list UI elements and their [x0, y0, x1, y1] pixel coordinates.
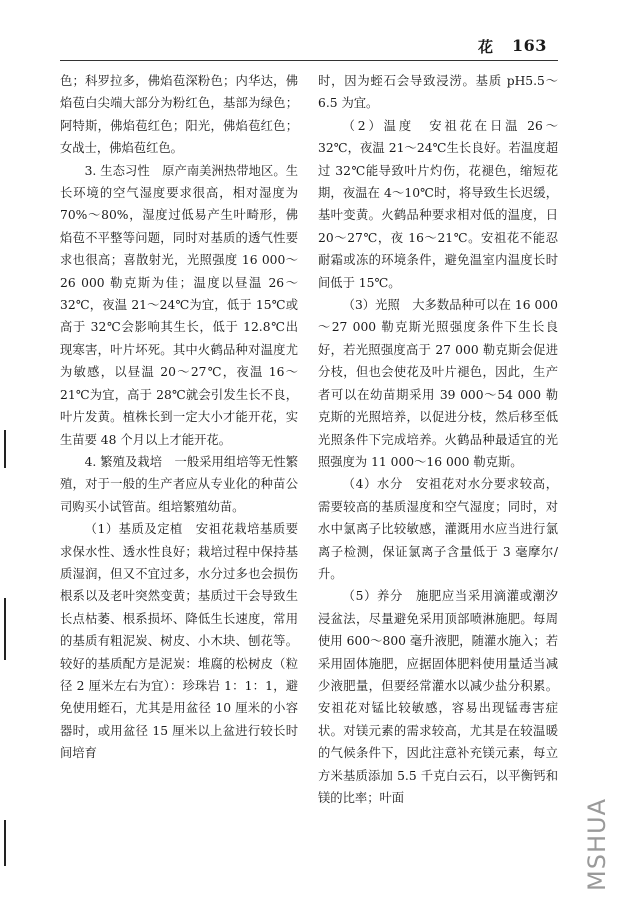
header-rule [60, 60, 558, 61]
page-number: 163 [512, 36, 547, 55]
page-header [0, 30, 617, 60]
paragraph: 时，因为蛭石会导致浸涝。基质 pH5.5～6.5 为宜。 [318, 74, 558, 111]
paragraph: 3. 生态习性 原产南美洲热带地区。生长环境的空气湿度要求很高，相对湿度为 70%～80%，湿度过低易产生叶畸形，佛焰苞不平整等问题，同时对基质的透气性要求也很高；喜散射光，光照强度 16 000～26 000 勒克斯为佳；温度以昼温 26～32℃，夜温 21～24℃为宜，低于 15℃或高于 32℃会影响其生长，低于 12.8℃出现寒害，叶片坏死。其中火鹤品种对温度尤为敏感，以昼温 20～27℃，夜温 16～21℃为宜，高于 28℃就会引发生长不良，叶片发黄。植株长到一定大小才能开花，实生苗要 48 个月以上才能开花。 [60, 163, 298, 447]
left-column [60, 70, 298, 765]
scan-margin-mark [4, 820, 6, 866]
scan-margin-mark [4, 598, 6, 660]
paragraph: 4. 繁殖及栽培 一般采用组培等无性繁殖，对于一般的生产者应从专业化的种苗公司购买小试管苗。组培繁殖幼苗。 [60, 454, 298, 514]
paragraph: （3）光照 大多数品种可以在 16 000～27 000 勒克斯光照强度条件下生长良好，若光照强度高于 27 000 勒克斯会促进分枝，但也会使花及叶片褪色，因此，生产者可以在幼苗期采用 39 000～54 000 勒克斯的光照培养，以促进分枝，然后移至低光照条件下完成培养。火鹤品种最适宜的光照强度为 11 000～16 000 勒克斯。 [318, 298, 558, 469]
paragraph: （5）养分 施肥应当采用滴灌或潮汐浸盆法，尽量避免采用顶部喷淋施肥。每周使用 600～800 毫升液肥，随灌水施入；若采用固体施肥，应据固体肥料使用量适当减少液肥量，但要经常灌水以减少盐分积累。安祖花对锰比较敏感，容易出现锰毒害症状。对镁元素的需求较高，尤其是在较温暖的气候条件下，因此注意补充镁元素，每立方米基质添加 5.5 千克白云石，以平衡钙和镁的比率；叶面 [318, 589, 558, 805]
running-title: 花 [478, 38, 494, 56]
paragraph: （4）水分 安祖花对水分要求较高，需要较高的基质湿度和空气湿度；同时，对水中氯离子比较敏感，灌溉用水应当进行氯离子检测，保证氯离子含量低于 3 毫摩尔/升。 [318, 477, 558, 581]
paragraph: （1）基质及定植 安祖花栽培基质要求保水性、透水性良好；栽培过程中保持基质湿润，但又不宜过多，水分过多也会损伤根系以及老叶突然变黄；基质过干会导致生长点枯萎、根系损坏、降低生长速度，常用的基质有粗泥炭、树皮、小木块、刨花等。较好的基质配方是泥炭：堆腐的松树皮（粒径 2 厘米左右为宜）：珍珠岩 1：1：1，避免使用蛭石，尤其是用盆径 10 厘米的小容器时，或用盆径 15 厘米以上盆进行较长时间培育 [60, 522, 298, 761]
watermark: MSHUA [583, 798, 611, 891]
paragraph: （2）温度 安祖花在日温 26～32℃，夜温 21～24℃生长良好。若温度超过 32℃能导致叶片灼伤，花褪色，缩短花期，夜温在 4～10℃时，将导致生长迟缓，基叶变黄。火鹤品种要求相对低的温度，日 20～27℃，夜 16～21℃。安祖花不能忍耐霜或冻的环境条件，避免温室内温度长时间低于 15℃。 [318, 118, 558, 290]
right-column [318, 70, 558, 809]
paragraph: 色；科罗拉多，佛焰苞深粉色；内华达，佛焰苞白尖端大部分为粉红色，基部为绿色；阿特斯，佛焰苞红色；阳光，佛焰苞红色；女战士，佛焰苞红色。 [60, 74, 298, 156]
scan-margin-mark [4, 430, 6, 468]
